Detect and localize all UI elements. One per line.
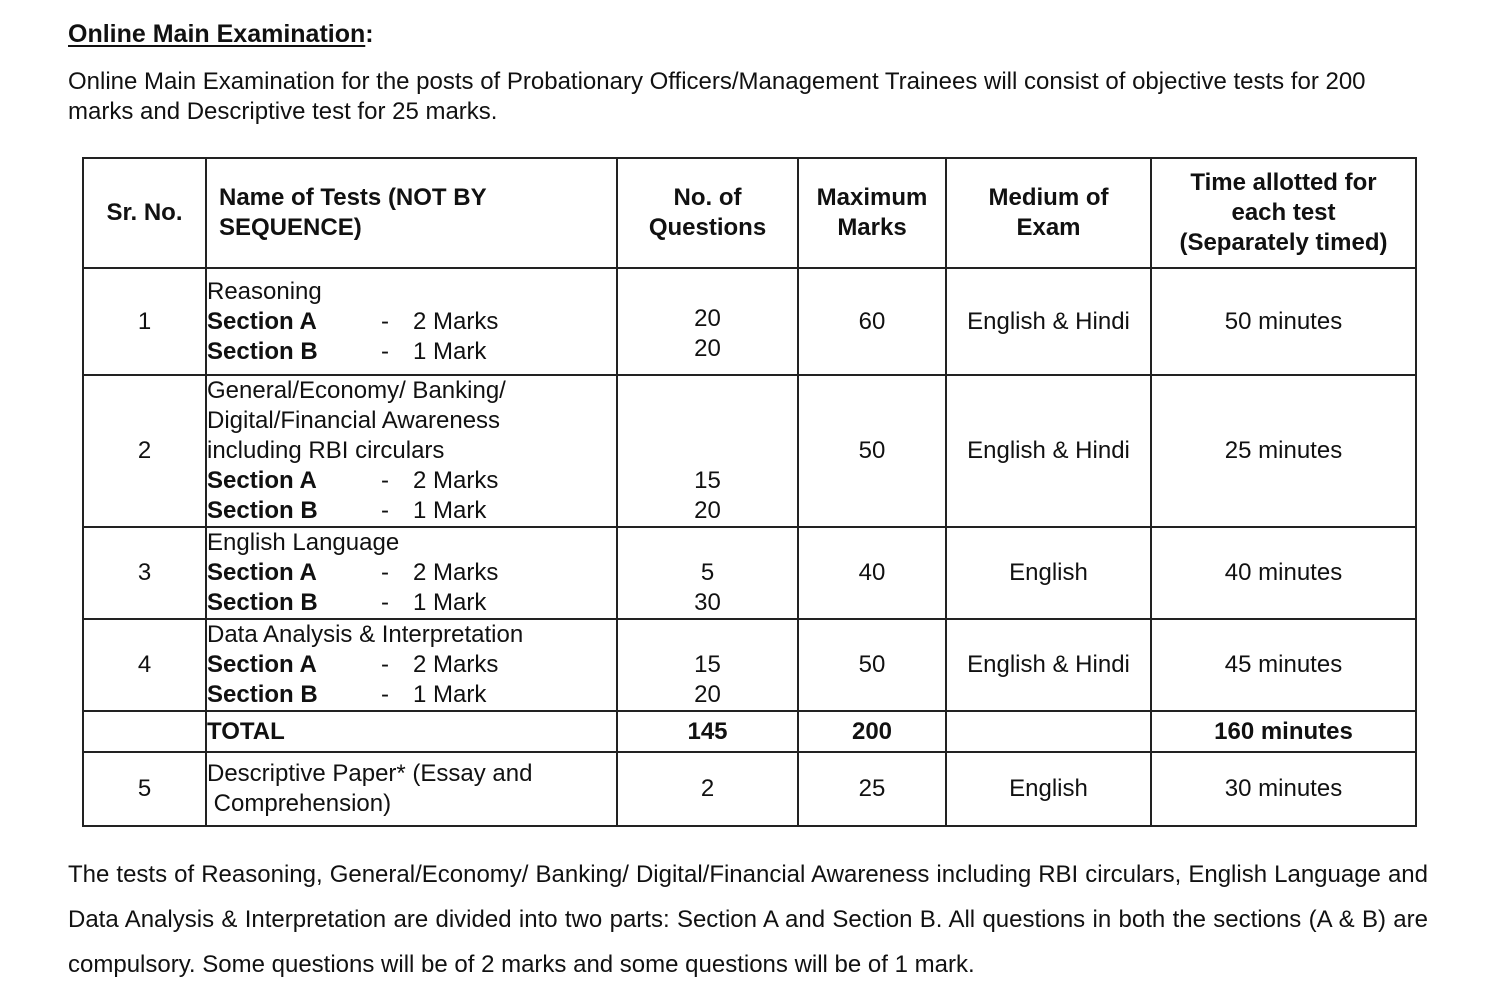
cell-questions: 2 xyxy=(617,752,798,826)
intro-paragraph: Online Main Examination for the posts of Probationary Officers/Management Trainees will consist of objective tests for 200 marks and Descriptive test for 25 marks. xyxy=(68,68,1366,125)
cell-time: 50 minutes xyxy=(1151,268,1416,375)
cell-sr-empty xyxy=(83,711,206,752)
total-marks: 200 xyxy=(798,711,946,752)
cell-test-name: Data Analysis & Interpretation Section A - 2 Marks Section B - 1 Mark xyxy=(206,619,617,711)
cell-medium: English & Hindi xyxy=(946,619,1151,711)
total-time: 160 minutes xyxy=(1151,711,1416,752)
header-medium-of-exam: Medium of Exam xyxy=(946,158,1151,268)
table-header-row xyxy=(83,158,1416,268)
cell-medium: English & Hindi xyxy=(946,268,1151,375)
cell-time: 40 minutes xyxy=(1151,527,1416,619)
cell-time: 30 minutes xyxy=(1151,752,1416,826)
cell-sr: 4 xyxy=(83,619,206,711)
cell-questions: 15 20 xyxy=(617,375,798,527)
descriptive-row xyxy=(83,752,1416,826)
cell-test-name: Descriptive Paper* (Essay and Comprehension) xyxy=(206,752,617,826)
cell-marks: 60 xyxy=(798,268,946,375)
footer-paragraph: The tests of Reasoning, General/Economy/ Banking/ Digital/Financial Awareness including RBI circulars, English Language and Data Analysis & Interpretation are divided into two parts: Section A and Section B. All questions in both the sections (A & B) are compulsory. Some questions will be of 2 marks and some questions will be of 1 mark. xyxy=(68,861,1428,978)
cell-test-name: General/Economy/ Banking/ Digital/Financial Awareness including RBI circulars Section A - 2 Marks Section B - 1 Mark xyxy=(206,375,617,527)
header-sr-no: Sr. No. xyxy=(83,158,206,268)
total-questions: 145 xyxy=(617,711,798,752)
table-row xyxy=(83,619,1416,711)
cell-marks: 50 xyxy=(798,375,946,527)
cell-questions: 20 20 xyxy=(617,268,798,375)
cell-questions: 15 20 xyxy=(617,619,798,711)
cell-test-name: Reasoning Section A - 2 Marks Section B - 1 Mark xyxy=(206,268,617,375)
cell-sr: 5 xyxy=(83,752,206,826)
page-heading xyxy=(68,20,374,49)
table-row xyxy=(83,375,1416,527)
cell-sr: 3 xyxy=(83,527,206,619)
cell-time: 45 minutes xyxy=(1151,619,1416,711)
cell-medium: English & Hindi xyxy=(946,375,1151,527)
cell-marks: 40 xyxy=(798,527,946,619)
header-name-of-tests: Name of Tests (NOT BY SEQUENCE) xyxy=(206,158,617,268)
cell-marks: 25 xyxy=(798,752,946,826)
cell-time: 25 minutes xyxy=(1151,375,1416,527)
table-row xyxy=(83,527,1416,619)
cell-sr: 2 xyxy=(83,375,206,527)
cell-marks: 50 xyxy=(798,619,946,711)
heading-title: Online Main Examination xyxy=(68,20,366,48)
exam-table xyxy=(82,157,1417,827)
total-medium-empty xyxy=(946,711,1151,752)
cell-test-name: English Language Section A - 2 Marks Section B - 1 Mark xyxy=(206,527,617,619)
heading-colon: : xyxy=(365,20,374,48)
header-time-allotted: Time allotted for each test (Separately timed) xyxy=(1151,158,1416,268)
header-no-of-questions: No. of Questions xyxy=(617,158,798,268)
cell-sr: 1 xyxy=(83,268,206,375)
total-row xyxy=(83,711,1416,752)
cell-medium: English xyxy=(946,752,1151,826)
header-maximum-marks: Maximum Marks xyxy=(798,158,946,268)
table-row xyxy=(83,268,1416,375)
cell-medium: English xyxy=(946,527,1151,619)
total-label: TOTAL xyxy=(206,711,617,752)
cell-questions: 5 30 xyxy=(617,527,798,619)
